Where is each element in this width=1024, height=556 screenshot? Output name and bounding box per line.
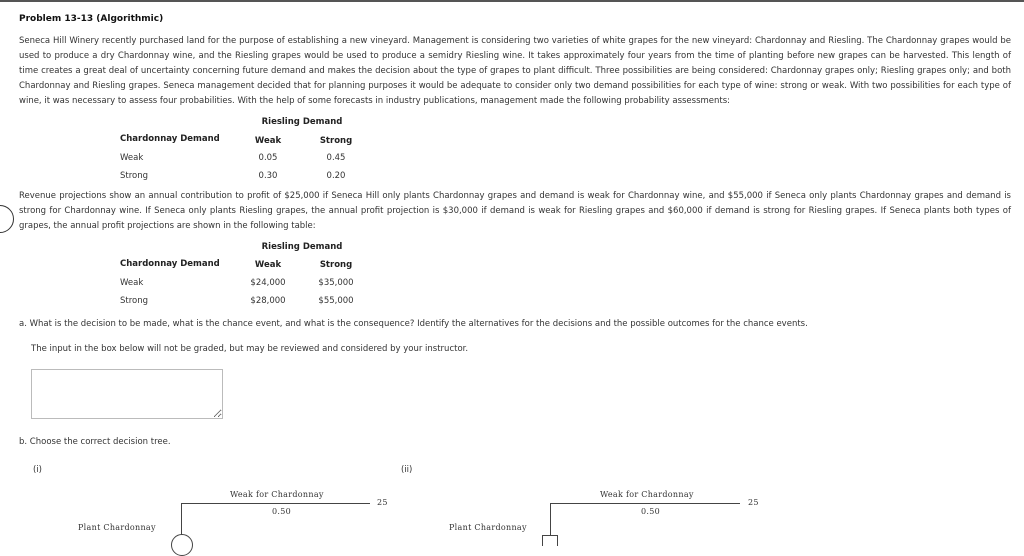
prob-table-col-strong: Strong bbox=[319, 136, 353, 146]
profit-row-label: Strong bbox=[120, 296, 149, 306]
prob-cell: 0.20 bbox=[326, 171, 346, 181]
prob-cell: 0.30 bbox=[258, 171, 278, 181]
profit-table-col-strong: Strong bbox=[319, 260, 353, 270]
chance-node bbox=[171, 534, 193, 556]
branch-line bbox=[181, 503, 370, 504]
profit-cell: $55,000 bbox=[318, 296, 354, 306]
branch-label: Plant Chardonnay bbox=[78, 523, 156, 532]
prob-cell: 0.05 bbox=[258, 153, 278, 163]
profit-cell: $28,000 bbox=[250, 296, 286, 306]
input-note: The input in the box below will not be graded, but may be reviewed and considered by your instructor. bbox=[31, 344, 469, 354]
prob-table-super-header: Riesling Demand bbox=[261, 117, 343, 127]
option-i-radio-label[interactable]: (i) bbox=[33, 465, 42, 475]
question-a: a. What is the decision to be made, what is the chance event, and what is the consequence? Identify the alternatives for the decisions and the possible outcomes for the chance events. bbox=[19, 319, 808, 329]
profit-cell: $24,000 bbox=[250, 278, 286, 288]
profit-table-row-header: Chardonnay Demand bbox=[120, 259, 220, 269]
outcome-label: Weak for Chardonnay bbox=[230, 490, 324, 499]
payoff-value: 25 bbox=[377, 498, 388, 507]
top-border bbox=[0, 0, 1024, 2]
profit-cell: $35,000 bbox=[318, 278, 354, 288]
payoff-value: 25 bbox=[748, 498, 759, 507]
scroll-indicator-circle bbox=[0, 205, 14, 233]
question-b: b. Choose the correct decision tree. bbox=[19, 437, 171, 447]
branch-line bbox=[550, 503, 740, 504]
decision-node bbox=[542, 535, 558, 546]
outcome-prob: 0.50 bbox=[272, 507, 292, 516]
prob-row-label: Weak bbox=[120, 153, 144, 163]
profit-table-col-weak: Weak bbox=[254, 260, 282, 270]
intro-paragraph: Seneca Hill Winery recently purchased land for the purpose of establishing a new vineyard. Management is considering two varieties of white grapes for the new vineyard: Chardonnay and Riesling. The Chardonnay grapes would be used to produce a dry Chardonnay wine, and the Riesling grapes would be used to produce a semidry Riesling wine. It takes approximately four years from the time of planting before new grapes can be harvested. This length of time creates a great deal of uncertainty concerning future demand and makes the decision about the type of grapes to plant difficult. Three possibilities are being considered: Chardonnay grapes only; Riesling grapes only; and both Chardonnay and Riesling grapes. Seneca management decided that for planning purposes it would be adequate to consider only two demand possibilities for each type of wine: strong or weak. With two possibilities for each type of wine, it was necessary to assess four probabilities. With the help of some forecasts in industry publications, management made the following probability assessments: bbox=[19, 36, 1011, 106]
prob-row-label: Strong bbox=[120, 171, 149, 181]
option-ii-radio-label[interactable]: (ii) bbox=[401, 465, 413, 475]
branch-label: Plant Chardonnay bbox=[449, 523, 527, 532]
prob-table-row-header: Chardonnay Demand bbox=[120, 134, 220, 144]
outcome-prob: 0.50 bbox=[641, 507, 661, 516]
prob-cell: 0.45 bbox=[326, 153, 346, 163]
profit-table-super-header: Riesling Demand bbox=[261, 242, 343, 252]
problem-title: Problem 13-13 (Algorithmic) bbox=[19, 14, 164, 24]
outcome-label: Weak for Chardonnay bbox=[600, 490, 694, 499]
profit-row-label: Weak bbox=[120, 278, 144, 288]
revenue-paragraph: Revenue projections show an annual contribution to profit of $25,000 if Seneca Hill only plants Chardonnay grapes and demand is weak for Chardonnay wine, and $55,000 if Seneca only plants Chardonnay grapes and demand is strong for Chardonnay wine. If Seneca only plants Riesling grapes, the annual profit projection is $30,000 if demand is weak for Riesling grapes and $60,000 if demand is strong for Riesling grapes. If Seneca plants both types of grapes, the annual profit projections are shown in the following table: bbox=[19, 191, 1011, 231]
prob-table-col-weak: Weak bbox=[254, 136, 282, 146]
answer-textarea[interactable] bbox=[31, 369, 223, 419]
